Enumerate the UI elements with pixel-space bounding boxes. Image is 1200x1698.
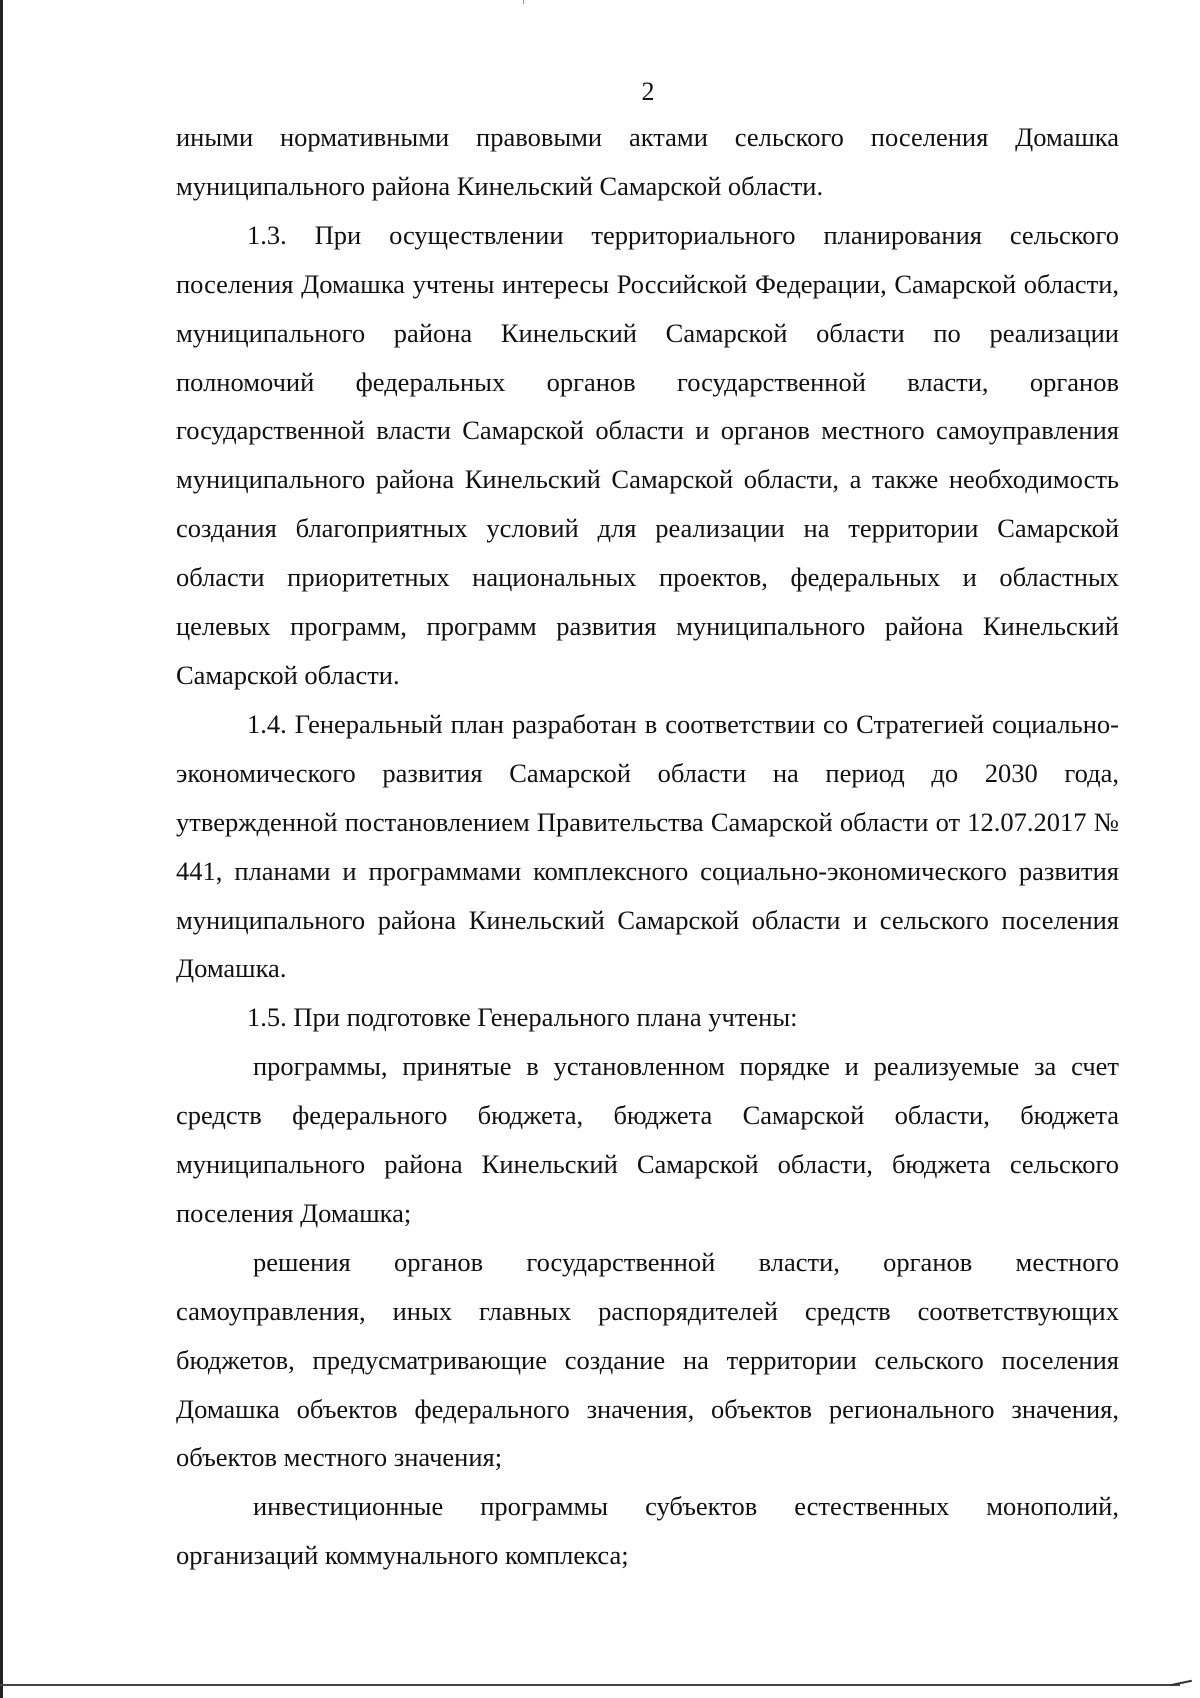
paragraph-1-5: 1.5. При подготовке Генерального плана учтены: (247, 1002, 798, 1033)
scan-corner-mark (1170, 1680, 1192, 1687)
paragraph-1-3: 1.3. При осуществлении территориального планирования сельского поселения Домашка учтены интересы Российской Федерации, Самарской области, муниципального района Кинельский Самарской области по реализации полномочий федеральных органов государственной власти, органов государственной власти Самарской области и органов местного самоуправления муниципального района Кинельский Самарской области, а также необходимость создания благоприятных условий для реализации на территории Самарской области приоритетных национальных проектов, федеральных и областных целевых программ, программ развития муниципального района Кинельский Самарской области. (176, 219, 1119, 690)
scan-bottom-edge (0, 1684, 1180, 1686)
paragraph-programs: программы, принятые в установленном порядке и реализуемые за счет средств федерального бюджета, бюджета Самарской области, бюджета муниципального района Кинельский Самарской области, бюджета сельского поселения Домашка; (176, 1051, 1119, 1228)
document-body (176, 113, 1119, 1580)
paragraph-continuation: иными нормативными правовыми актами сельского поселения Домашка муниципального района Кинельский Самарской области. (176, 122, 1119, 201)
paragraph-decisions: решения органов государственной власти, органов местного самоуправления, иных главных распорядителей средств соответствующих бюджетов, предусматривающие создание на территории сельского поселения Домашка объектов федерального значения, объектов регионального значения, объектов местного значения; (176, 1246, 1119, 1473)
paragraph-1-4: 1.4. Генеральный план разработан в соответствии со Стратегией социально-экономического развития Самарской области на период до 2030 года, утвержденной постановлением Правительства Самарской области от 12.07.2017 № 441, планами и программами комплексного социально-экономического развития муниципального района Кинельский Самарской области и сельского поселения Домашка. (176, 708, 1119, 984)
scan-top-mark (523, 0, 524, 4)
scan-left-edge (0, 0, 3, 1698)
page-number: 2 (641, 77, 655, 106)
paragraph-investment: инвестиционные программы субъектов естественных монополий, организаций коммунального комплекса; (176, 1491, 1119, 1571)
